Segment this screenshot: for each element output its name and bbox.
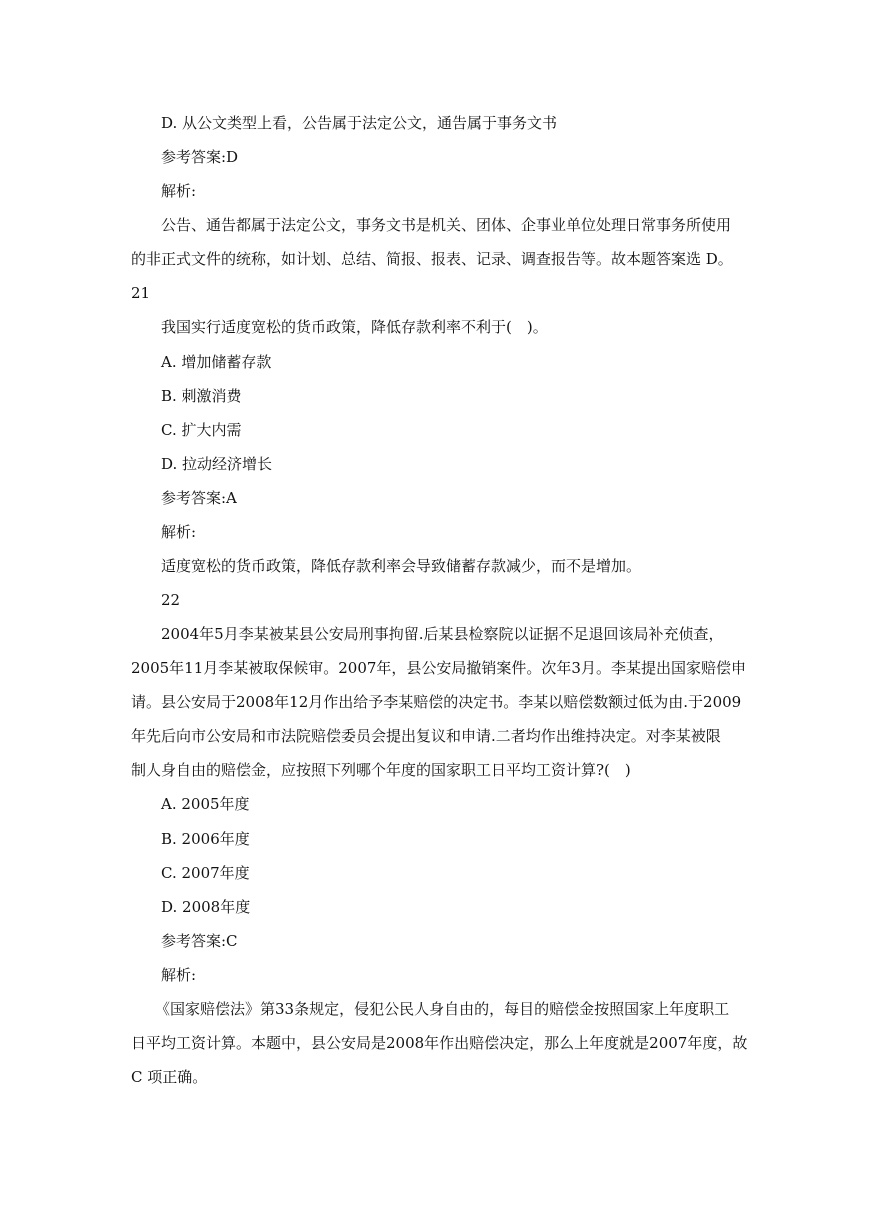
- q22-option-c: C. 2007年度: [161, 864, 250, 882]
- q22-stem-line3: 请。县公安局于2008年12月作出给予李某赔偿的决定书。李某以赔偿数额过低为由.于2009: [131, 693, 742, 711]
- q20-analysis-line2: 的非正式文件的统称，如计划、总结、简报、报表、记录、调查报告等。故本题答案选 D。: [131, 250, 733, 268]
- q22-analysis-line1: 《国家赔偿法》第33条规定，侵犯公民人身自由的，每目的赔偿金按照国家上年度职工: [155, 1000, 730, 1018]
- q20-analysis-line1: 公告、通告都属于法定公文，事务文书是机关、团体、企事业单位处理日常事务所使用: [161, 216, 732, 234]
- q22-number: 22: [161, 591, 181, 609]
- q21-analysis-line1: 适度宽松的货币政策，降低存款利率会导致储蓄存款减少，而不是增加。: [161, 557, 642, 575]
- q21-option-c: C. 扩大内需: [161, 421, 242, 439]
- q22-stem-line1: 2004年5月李某被某县公安局刑事拘留.后某县检察院以证据不足退回该局补充侦查，: [161, 625, 724, 643]
- q22-option-a: A. 2005年度: [161, 795, 250, 813]
- q22-analysis-label: 解析:: [161, 966, 197, 984]
- q21-option-b: B. 刺激消费: [161, 387, 242, 405]
- q22-option-d: D. 2008年度: [161, 898, 251, 916]
- q21-answer: 参考答案:A: [161, 489, 237, 507]
- q22-analysis-line2: 日平均工资计算。本题中，县公安局是2008年作出赔偿决定，那么上年度就是2007年度，故: [131, 1034, 748, 1052]
- q21-stem: 我国实行适度宽松的货币政策，降低存款利率不利于( )。: [161, 318, 548, 336]
- q21-number: 21: [131, 284, 151, 302]
- q22-stem-line2: 2005年11月李某被取保候审。2007年，县公安局撤销案件。次年3月。李某提出国家赔偿申: [131, 659, 746, 677]
- q22-answer: 参考答案:C: [161, 932, 238, 950]
- q22-stem-line4: 年先后向市公安局和市法院赔偿委员会提出复议和申请.二者均作出维持决定。对李某被限: [131, 727, 721, 745]
- q21-option-d: D. 拉动经济增长: [161, 455, 273, 473]
- q21-analysis-label: 解析:: [161, 523, 197, 541]
- q20-analysis-label: 解析:: [161, 182, 197, 200]
- q21-option-a: A. 增加储蓄存款: [161, 353, 272, 371]
- q20-option-d: D. 从公文类型上看，公告属于法定公文，通告属于事务文书: [161, 114, 558, 132]
- q22-analysis-line3: C 项正确。: [131, 1068, 208, 1086]
- q20-answer: 参考答案:D: [161, 148, 239, 166]
- q22-option-b: B. 2006年度: [161, 830, 250, 848]
- q22-stem-line5: 制人身自由的赔偿金，应按照下列哪个年度的国家职工日平均工资计算?( ): [131, 761, 631, 779]
